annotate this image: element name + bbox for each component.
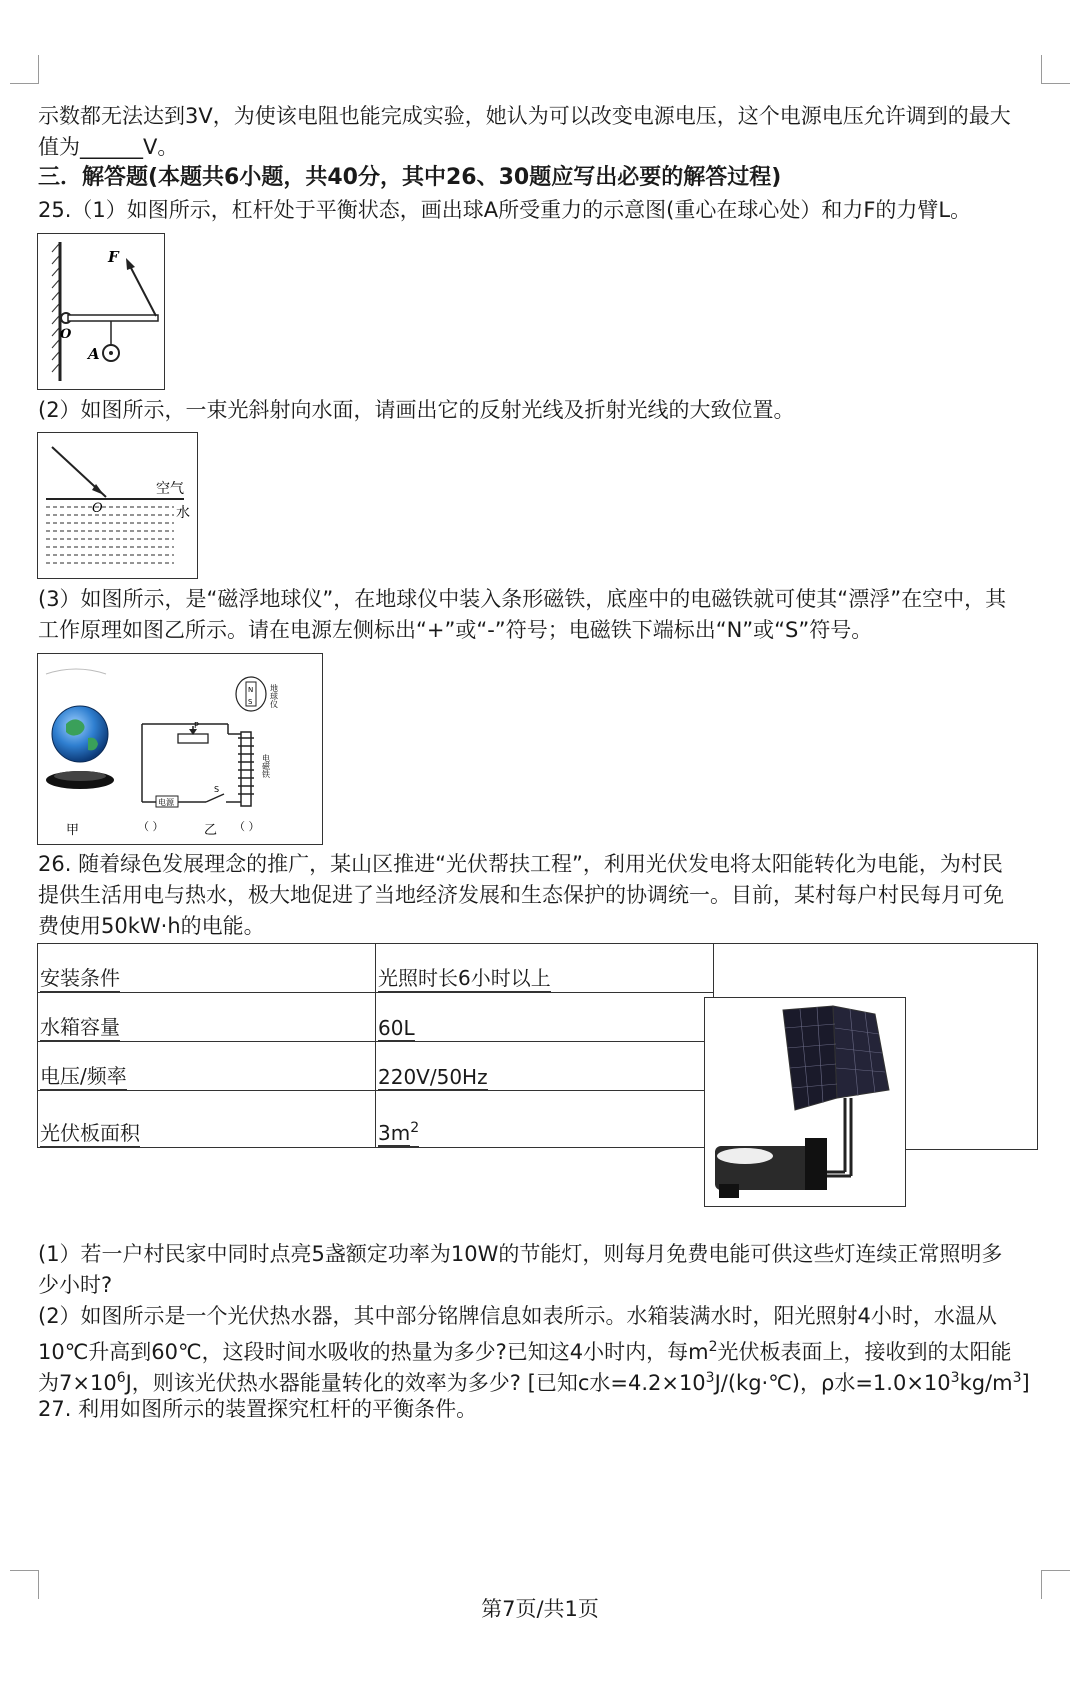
label-s-pole: S — [248, 698, 253, 706]
crop-mark-top-left — [10, 55, 39, 84]
q26-sub2-line-3: 为$7\times 10^6J$，则该光伏热水器能量转化的效率为多少? [已知c水$=4.2\times 10^3J/(kg\cdot℃)$，ρ水$=1.0\times 10^3kg/m^3$] — [38, 1370, 1030, 1395]
intro-line-2: 值为______V。 — [38, 135, 179, 159]
table-cell-value: $3m^2$ — [376, 1091, 714, 1148]
intro-line-1: 示数都无法达到3V，为使该电阻也能完成实验，她认为可以改变电源电压，这个电源电压允许调到的最大 — [38, 104, 1011, 128]
page-footer: 第7页/共1页 — [481, 1597, 599, 1621]
table-row — [38, 1091, 714, 1148]
label-o-point: O — [92, 501, 103, 516]
q26-sub2-line-1: (2）如图所示是一个光伏热水器，其中部分铭牌信息如表所示。水箱装满水时，阳光照射4小时，水温从 — [38, 1304, 997, 1328]
q25-part3-line-1: (3）如图所示，是“磁浮地球仪”，在地球仪中装入条形磁铁，底座中的电磁铁就可使其“漂浮”在空中，其 — [38, 587, 1007, 611]
section-heading: 三．解答题(本题共6小题，共40分，其中26、30题应写出必要的解答过程) — [38, 165, 782, 190]
q25-part2-text: (2）如图所示，一束光斜射向水面，请画出它的反射光线及折射光线的大致位置。 — [38, 398, 795, 422]
label-jia: 甲 — [66, 823, 80, 838]
label-yi: 乙 — [204, 823, 218, 838]
q25-part3-line-2: 工作原理如图乙所示。请在电源左侧标出“+”或“-”符号；电磁铁下端标出“N”或“S”符号。 — [38, 618, 873, 642]
q26-line-2: 提供生活用电与热水，极大地促进了当地经济发展和生态保护的协调统一。目前，某村每户村民每月可免 — [38, 883, 1004, 907]
table-cell-label: 水箱容量 — [38, 993, 376, 1042]
globe-photo — [46, 669, 114, 789]
q26-line-1: 26. 随着绿色发展理念的推广，某山区推进“光伏帮扶工程”，利用光伏发电将太阳能转化为电能，为村民 — [38, 852, 1003, 876]
label-air: 空气 — [156, 481, 184, 497]
lever-figure — [37, 233, 165, 390]
label-power: 电源 — [158, 798, 174, 807]
q26-sub1-line-2: 少小时? — [38, 1273, 113, 1297]
label-switch: S — [214, 785, 220, 794]
maglev-globe-figure — [37, 653, 323, 845]
table-row — [38, 1042, 714, 1091]
label-magnet: 电磁铁 — [261, 754, 271, 778]
label-o: O — [60, 327, 72, 342]
label-water: 水 — [176, 505, 190, 521]
refraction-figure — [37, 432, 198, 579]
label-a: A — [88, 345, 100, 363]
q25-part1-text: 25.（1）如图所示，杠杆处于平衡状态，画出球A所受重力的示意图(重心在球心处）和力F的力臂L。 — [38, 198, 972, 222]
spec-table — [37, 943, 714, 1148]
label-p: P — [194, 721, 199, 730]
table-cell-value: 220V/50Hz — [376, 1042, 714, 1091]
table-cell-label: 电压/频率 — [38, 1042, 376, 1091]
label-paren-left: （ ） — [138, 820, 164, 833]
table-cell-value: 光照时长6小时以上 — [376, 944, 714, 993]
q27-line-1: 27. 利用如图所示的装置探究杠杆的平衡条件。 — [38, 1397, 478, 1421]
q26-sub2-line-2: 10℃升高到60℃，这段时间水吸收的热量为多少?已知这4小时内，每$m^2$光伏板表面上，接收到的太阳能 — [38, 1339, 1012, 1364]
table-row — [38, 944, 714, 993]
label-globe: 地球仪 — [269, 684, 279, 708]
label-n: N — [248, 686, 254, 694]
label-f: F — [108, 248, 119, 266]
q26-line-3: 费使用50kW·h的电能。 — [38, 914, 265, 938]
table-cell-label: 光伏板面积 — [38, 1091, 376, 1148]
label-paren-right: （ ） — [234, 820, 260, 833]
table-cell-value: 60L — [376, 993, 714, 1042]
crop-mark-top-right — [1041, 55, 1070, 84]
table-row — [38, 993, 714, 1042]
q26-sub1-line-1: (1）若一户村民家中同时点亮5盏额定功率为10W的节能灯，则每月免费电能可供这些灯连续正常照明多 — [38, 1242, 1003, 1266]
solar-heater-picture — [704, 997, 906, 1207]
table-cell-label: 安装条件 — [38, 944, 376, 993]
